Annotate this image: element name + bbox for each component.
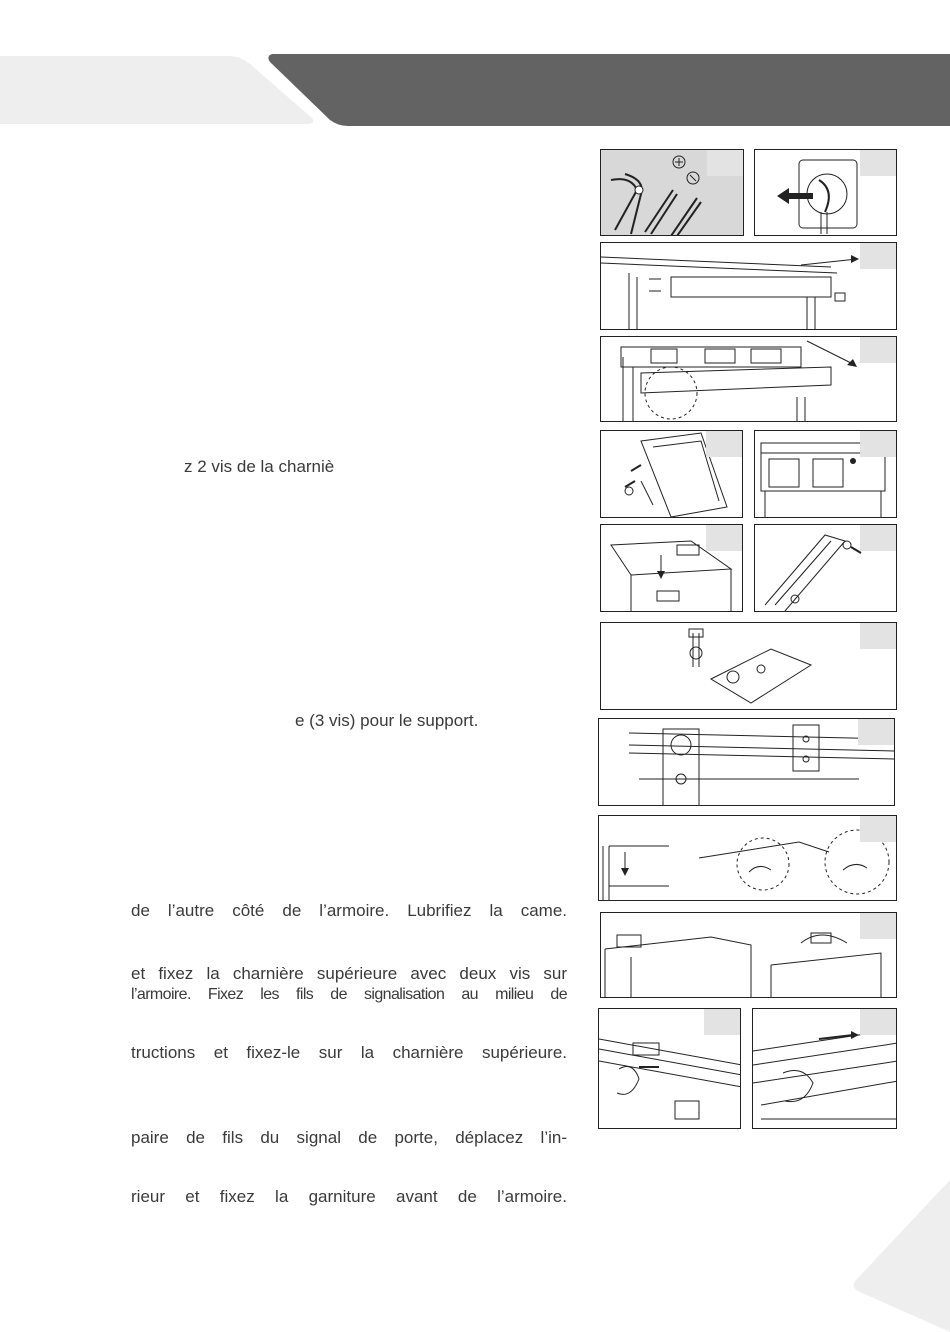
remove-front-trim-illustration (600, 336, 897, 422)
step-number-badge (707, 150, 743, 176)
lift-door-illustration (600, 524, 743, 612)
mount-hinge-illustration (598, 718, 895, 806)
unscrew-hinge-illustration (600, 430, 743, 518)
step-number-badge (706, 525, 742, 551)
step-number-badge (860, 913, 896, 939)
instruction-text: z 2 vis de la charniè (184, 457, 335, 476)
signal-wire-right-illustration (752, 1008, 897, 1129)
page-corner-tab (850, 1180, 950, 1332)
step-number-badge (860, 816, 896, 842)
cabinet-top-illustration (754, 430, 897, 518)
step-number-badge (860, 243, 896, 269)
instruction-text: rieur et fixez la garniture avant de l’armoire. (131, 1187, 567, 1206)
instruction-text: de l’autre côté de l’armoire. Lubrifiez la came. (131, 901, 567, 920)
tools-illustration (600, 149, 744, 236)
step-number-badge (860, 1009, 896, 1035)
header-bar-dark (268, 54, 950, 126)
step-number-badge (858, 719, 894, 745)
remove-top-cover-illustration (600, 242, 897, 330)
signal-wire-left-illustration (598, 1008, 741, 1129)
step-number-badge (860, 337, 896, 363)
step-number-badge (860, 623, 896, 649)
upper-hinge-illustration (600, 912, 897, 998)
instruction-text: l’armoire. Fixez les fils de signalisation au milieu de (131, 986, 567, 1003)
instruction-text: et fixez la charnière supérieure avec deux vis sur (131, 964, 567, 983)
step-number-badge (706, 431, 742, 457)
step-number-badge (860, 150, 896, 176)
instruction-text: tructions et fixez-le sur la charnière supérieure. (131, 1043, 567, 1062)
step-number-badge (704, 1009, 740, 1035)
door-bottom-illustration (754, 524, 897, 612)
step-number-badge (860, 431, 896, 457)
instruction-text: paire de fils du signal de porte, déplacez l’in- (131, 1128, 567, 1147)
unplug-illustration (754, 149, 897, 236)
cam-lubrication-illustration (598, 815, 897, 901)
step-number-badge (860, 525, 896, 551)
instruction-text: e (3 vis) pour le support. (295, 711, 479, 730)
hinge-bracket-illustration (600, 622, 897, 710)
